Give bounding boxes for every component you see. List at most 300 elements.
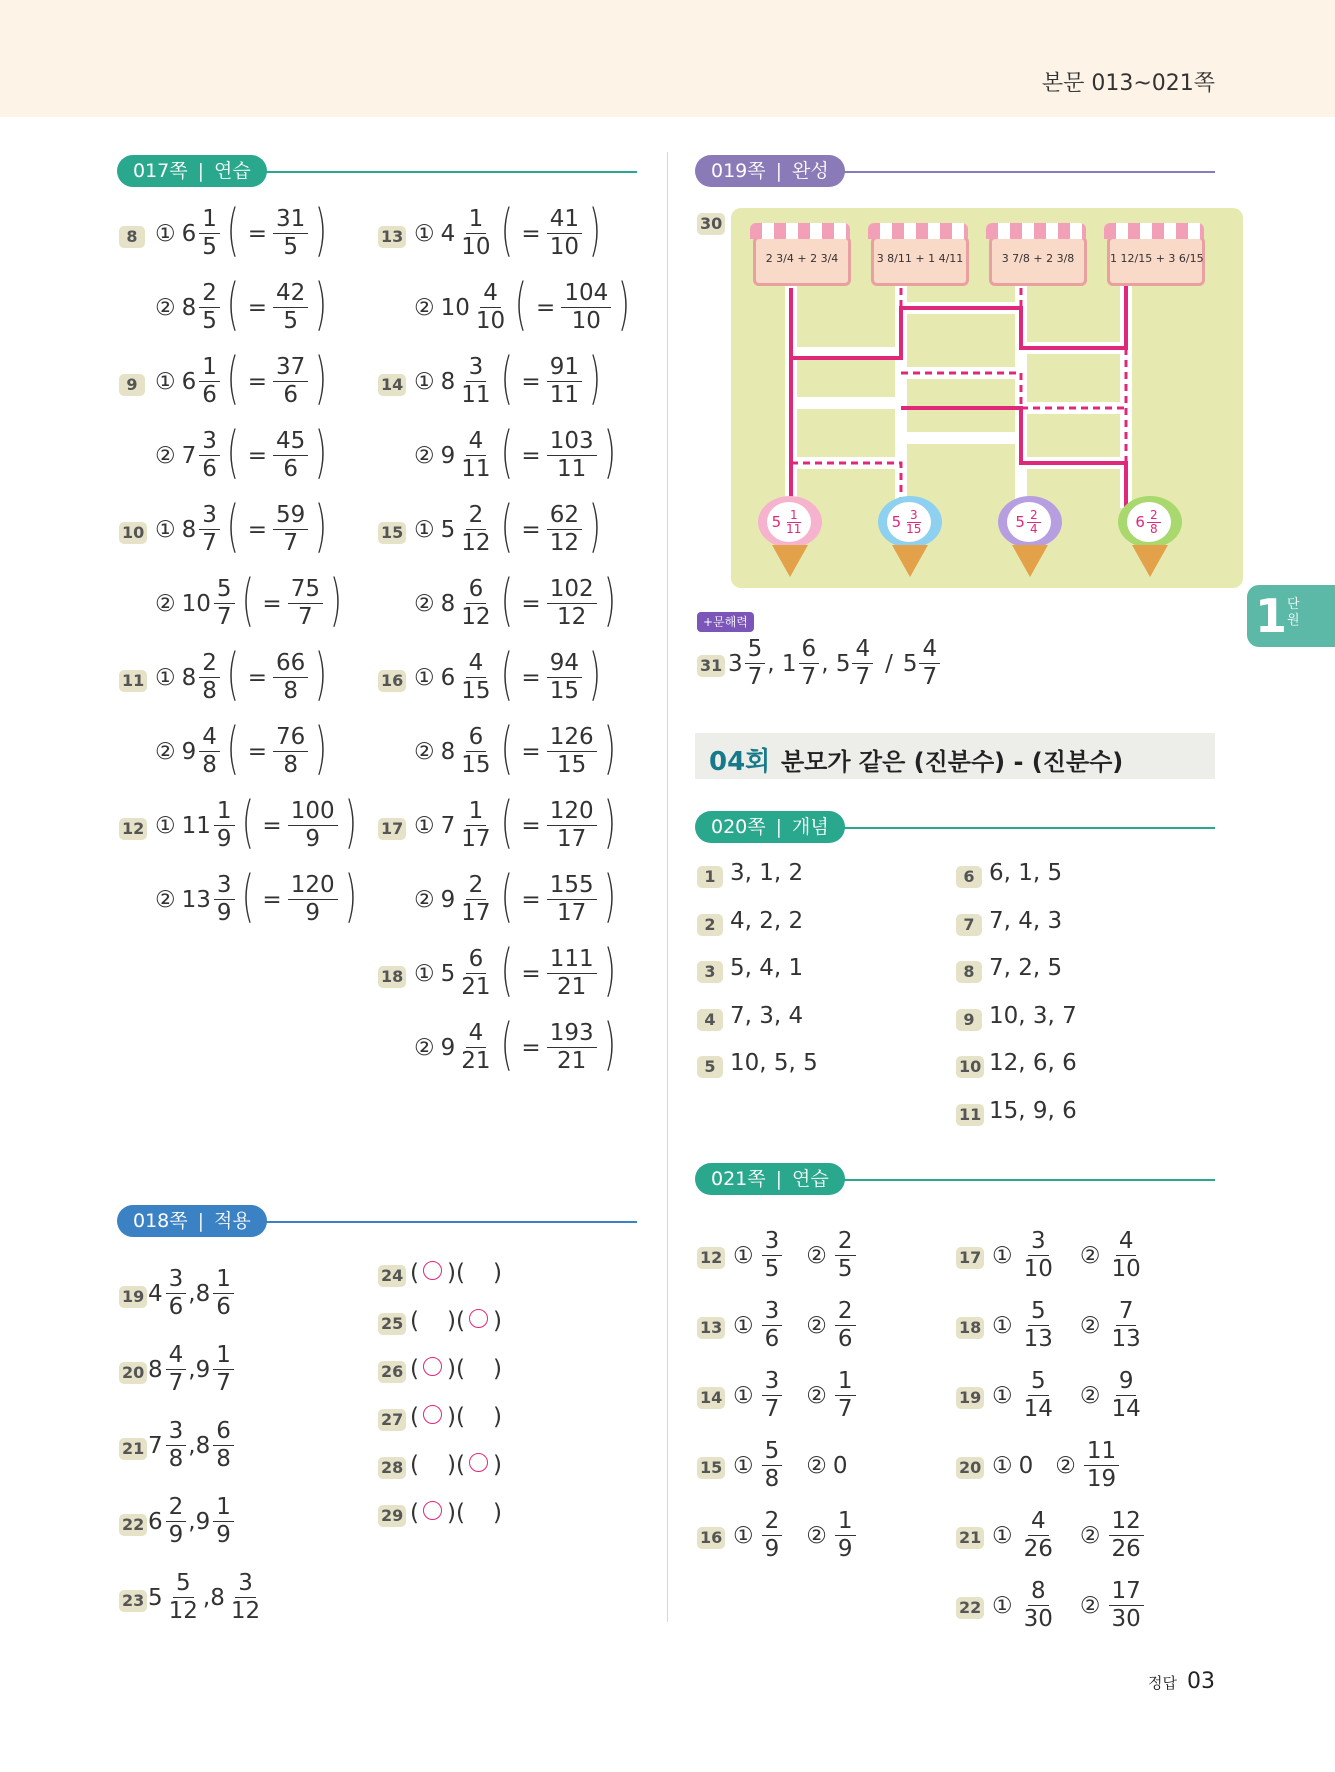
fraction: [547, 206, 582, 261]
denominator: 7: [298, 604, 313, 630]
whole-number: 9: [181, 738, 197, 765]
store-sign: [1107, 236, 1205, 286]
denominator: 9: [305, 900, 320, 926]
equals-sign: =: [521, 590, 541, 617]
fraction: [1147, 509, 1161, 536]
section-019: [695, 155, 1215, 189]
numerator: 5: [214, 576, 235, 604]
fraction: [1109, 1508, 1144, 1563]
whole-number: 11: [181, 812, 211, 839]
circled-two: ②: [1079, 1382, 1101, 1409]
answer-mixed-pair: [148, 1266, 236, 1321]
paren-left: (: [226, 271, 239, 337]
numerator: 1: [787, 509, 801, 523]
circled-two: ②: [414, 886, 435, 913]
equals-sign: =: [247, 442, 268, 469]
denominator: 21: [557, 974, 587, 1000]
store-roof: [986, 223, 1086, 239]
fraction: [273, 724, 308, 779]
denominator: 12: [461, 530, 491, 556]
fraction: [458, 872, 493, 927]
fraction: [1109, 1228, 1144, 1283]
section-rule: [815, 827, 1215, 829]
answer-pair: [727, 1298, 858, 1353]
question-number: 29: [378, 1505, 406, 1527]
comma: ,: [202, 1584, 211, 1611]
fraction: [458, 206, 493, 261]
denominator: 21: [461, 974, 491, 1000]
circled-two: ②: [806, 1452, 827, 1479]
numerator: 3: [762, 1228, 783, 1256]
numerator: 76: [273, 724, 308, 752]
paren-left: (: [226, 641, 239, 707]
fraction: [835, 1298, 856, 1353]
numerator: 4: [1116, 1228, 1137, 1256]
paren-close: ): [492, 1356, 502, 1382]
numerator: 102: [547, 576, 597, 604]
column-divider: [667, 152, 668, 1622]
denominator: 5: [202, 308, 217, 334]
question-number: 1: [697, 866, 723, 888]
paren-close: ): [492, 1452, 502, 1478]
paren-open: (: [455, 1260, 465, 1286]
denominator: 9: [216, 900, 232, 926]
numerator: 1: [213, 1266, 234, 1294]
fraction: [199, 428, 220, 483]
equals-sign: =: [262, 886, 282, 913]
question-number: 20: [956, 1457, 984, 1479]
answer-slot: [465, 1308, 493, 1334]
denominator: 15: [906, 521, 922, 536]
numerator: 103: [547, 428, 597, 456]
denominator: 7: [202, 530, 217, 556]
store-roof: [750, 223, 850, 239]
numerator: 9: [1116, 1368, 1137, 1396]
denominator: 8: [202, 678, 217, 704]
denominator: 6: [202, 456, 217, 482]
denominator: 5: [283, 234, 298, 260]
question-number: 6: [956, 866, 982, 888]
whole-number: 4: [440, 220, 456, 247]
fraction: [547, 946, 597, 1001]
question-number: 13: [697, 1317, 725, 1339]
circled-one: ①: [414, 516, 435, 543]
whole-number: 5: [148, 1584, 163, 1611]
numerator: 2: [199, 280, 220, 308]
comparison-answer: [410, 1500, 502, 1526]
equals-sign: =: [247, 294, 268, 321]
answer-slot: [419, 1356, 447, 1382]
whole-number: 6: [440, 664, 456, 691]
answer-pair: [986, 1438, 1121, 1493]
fraction: [199, 724, 220, 779]
denominator: 12: [230, 1598, 261, 1624]
whole-number: 6: [181, 220, 197, 247]
paren-right: ): [315, 715, 328, 781]
paren-close: ): [492, 1500, 502, 1526]
circled-two: ②: [155, 590, 176, 617]
denominator: 12: [549, 530, 579, 556]
comparison-answer: [410, 1404, 502, 1430]
denominator: 11: [557, 456, 587, 482]
paren-left: (: [500, 567, 513, 633]
answer-pair: [727, 1228, 858, 1283]
whole-number: 6: [148, 1508, 163, 1535]
equals-sign: =: [247, 516, 268, 543]
fraction: [547, 428, 597, 483]
denominator: 30: [1023, 1606, 1053, 1632]
circled-one: ①: [733, 1312, 754, 1339]
numerator: 41: [547, 206, 582, 234]
fraction: [214, 798, 235, 853]
answer-part-2: [149, 567, 347, 633]
numerator: 2: [166, 1494, 187, 1522]
fraction: [458, 798, 493, 853]
paren-left: (: [226, 419, 239, 485]
numerator: 2: [1027, 509, 1041, 523]
page-range-title: 본문 013~021쪽: [1041, 71, 1215, 96]
denominator: 7: [837, 1396, 853, 1422]
equals-sign: =: [247, 368, 268, 395]
whole-number: 8: [210, 1584, 225, 1611]
question-number: 15: [378, 522, 406, 544]
fraction: [1021, 1578, 1056, 1633]
fraction: [1021, 1368, 1056, 1423]
denominator: 10: [571, 308, 601, 334]
numerator: 3: [166, 1418, 187, 1446]
fraction: [1109, 1368, 1144, 1423]
answer-part-2: [408, 419, 620, 485]
whole-number: 6: [1135, 513, 1145, 531]
question-number: 19: [956, 1387, 984, 1409]
question-number: 14: [378, 374, 406, 396]
denominator: 13: [1111, 1326, 1141, 1352]
section-pill: 020쪽 | 개념: [695, 811, 845, 843]
numerator: 6: [466, 576, 487, 604]
answer-pair: [727, 1508, 858, 1563]
denominator: 10: [1023, 1256, 1053, 1282]
answer-part-2: [408, 271, 635, 337]
question-number: 9: [956, 1009, 982, 1031]
paren-open: (: [455, 1308, 465, 1334]
fraction: [166, 1570, 201, 1625]
paren-right: ): [603, 715, 616, 781]
fraction: [547, 576, 597, 631]
denominator: 8: [764, 1466, 780, 1492]
denominator: 21: [557, 1048, 587, 1074]
numerator: 2: [835, 1298, 856, 1326]
question-number: 15: [697, 1457, 725, 1479]
fraction: [458, 946, 493, 1001]
paren-open: (: [410, 1500, 419, 1526]
answer-text: 7, 3, 4: [730, 1002, 804, 1029]
whole-number: 9: [195, 1356, 211, 1383]
selected-circle-mark: [469, 1453, 488, 1472]
question-number: 22: [956, 1597, 984, 1619]
store-expression: 3 7/8 + 2 3/8: [1001, 252, 1075, 265]
equals-sign: =: [521, 368, 541, 395]
numerator: 2: [762, 1508, 783, 1536]
answer-part-1: [149, 345, 332, 411]
fraction: [458, 1020, 493, 1075]
denominator: 6: [216, 1294, 231, 1320]
circled-two: ②: [414, 442, 435, 469]
numerator: 31: [273, 206, 308, 234]
ice-cream-scoop: [878, 496, 942, 548]
section-rule: [815, 171, 1215, 173]
fraction: [199, 354, 220, 409]
denominator: 6: [283, 456, 298, 482]
numerator: 104: [561, 280, 611, 308]
equals-sign: =: [521, 516, 541, 543]
answer-slot: [465, 1452, 493, 1478]
fraction: [547, 354, 582, 409]
equals-sign: =: [521, 812, 541, 839]
comma: ,: [188, 1356, 196, 1383]
numerator: 155: [547, 872, 597, 900]
fraction: [547, 872, 597, 927]
paren-left: (: [226, 345, 239, 411]
numerator: 111: [547, 946, 597, 974]
question-number: 8: [119, 226, 145, 248]
fraction: [213, 1342, 234, 1397]
fraction: [473, 280, 508, 335]
fraction: [458, 354, 493, 409]
paren-right: ): [315, 271, 328, 337]
fraction: [762, 1298, 783, 1353]
question-number: 14: [697, 1387, 725, 1409]
fraction: [273, 428, 308, 483]
denominator: 9: [305, 826, 320, 852]
denominator: 11: [786, 521, 802, 536]
circled-one: ①: [992, 1522, 1013, 1549]
whole-number: 5: [771, 513, 782, 531]
answer-part-2: [149, 271, 332, 337]
answer-part-1: [149, 789, 361, 855]
denominator: 12: [557, 604, 587, 630]
answer-part-2: [149, 715, 332, 781]
whole-number: 7: [440, 812, 456, 839]
denominator: 7: [216, 604, 232, 630]
paren-open: (: [410, 1356, 419, 1382]
denominator: 4: [1029, 521, 1038, 536]
fraction: [288, 576, 323, 631]
store-roof: [1104, 223, 1204, 239]
paren-right: ): [315, 641, 328, 707]
denominator: 17: [557, 826, 587, 852]
circled-two: ②: [155, 886, 176, 913]
numerator: 4: [466, 428, 487, 456]
page-footer: [1148, 1669, 1215, 1694]
unit-side-tab[interactable]: [1247, 585, 1335, 647]
fraction: [199, 650, 220, 705]
numerator: 66: [273, 650, 308, 678]
question-number: 12: [697, 1247, 725, 1269]
paren-close: ): [446, 1260, 456, 1286]
question-number: 17: [378, 818, 406, 840]
paren-close: ): [446, 1404, 456, 1430]
fraction: [288, 798, 338, 853]
equals-sign: =: [536, 294, 556, 321]
question-number: 26: [378, 1361, 406, 1383]
whole-number: 10: [181, 590, 211, 617]
circled-one: ①: [414, 664, 435, 691]
equals-sign: =: [521, 886, 541, 913]
circled-one: ①: [733, 1522, 754, 1549]
page-header-band: [0, 0, 1335, 117]
numerator: 62: [547, 502, 582, 530]
question-number: 25: [378, 1313, 406, 1335]
denominator: 6: [202, 382, 217, 408]
paren-right: ): [344, 789, 357, 855]
paren-right: ): [344, 863, 357, 929]
paren-open: (: [410, 1260, 419, 1286]
equals-sign: =: [262, 590, 282, 617]
fraction: [213, 1418, 234, 1473]
paren-right: ): [618, 271, 631, 337]
fraction: [273, 206, 308, 261]
paren-right: ): [588, 641, 601, 707]
numerator: 3: [235, 1570, 256, 1598]
numerator: 59: [273, 502, 308, 530]
answer-part-2: [408, 863, 620, 929]
answer-text: 4, 2, 2: [730, 907, 804, 934]
numerator: 6: [213, 1418, 234, 1446]
cone: [1012, 545, 1048, 577]
question-number: 20: [119, 1362, 147, 1384]
paren-left: (: [500, 345, 513, 411]
numerator: 1: [213, 1494, 234, 1522]
paren-right: ): [603, 937, 616, 1003]
circled-one: ①: [414, 368, 435, 395]
whole-number: 8: [195, 1432, 211, 1459]
denominator: 11: [461, 456, 491, 482]
question-number: 4: [697, 1009, 723, 1031]
comma: ,: [188, 1432, 196, 1459]
whole-number: 7: [181, 442, 197, 469]
answer-slot: [419, 1500, 447, 1526]
fraction: [458, 724, 493, 779]
question-number: 12: [119, 818, 147, 840]
denominator: 9: [216, 826, 232, 852]
fraction: [458, 502, 493, 557]
circled-two: ②: [1079, 1242, 1101, 1269]
numerator: 1: [199, 206, 220, 234]
equals-sign: =: [247, 664, 268, 691]
paren-right: ): [315, 419, 328, 485]
answer-value: 0: [1018, 1452, 1034, 1479]
circled-one: ①: [992, 1382, 1013, 1409]
denominator: 10: [1111, 1256, 1141, 1282]
fraction: [835, 1228, 856, 1283]
circled-one: ①: [155, 812, 176, 839]
answer-pair: [986, 1228, 1146, 1283]
section-021: [695, 1163, 1215, 1197]
fraction: [762, 1228, 783, 1283]
section-rule: [815, 1179, 1215, 1181]
circled-two: ②: [155, 294, 176, 321]
numerator: 1: [466, 798, 487, 826]
whole-number: 9: [440, 442, 456, 469]
numerator: 4: [466, 1020, 487, 1048]
whole-number: 8: [181, 516, 197, 543]
paren-close: ): [492, 1308, 502, 1334]
paren-right: ): [603, 1011, 616, 1077]
fraction: [213, 1266, 234, 1321]
denominator: 7: [168, 1370, 184, 1396]
paren-close: ): [446, 1452, 456, 1478]
circled-one: ①: [992, 1312, 1013, 1339]
circled-two: ②: [806, 1382, 827, 1409]
numerator: 3: [762, 1298, 783, 1326]
denominator: 8: [1149, 521, 1158, 536]
denominator: 14: [1023, 1396, 1053, 1422]
paren-left: (: [500, 641, 513, 707]
lesson-title: 분모가 같은 (진분수) - (진분수): [781, 748, 1124, 776]
answer-part-1: [149, 641, 332, 707]
question-number: 18: [378, 966, 406, 988]
numerator: 1: [835, 1368, 856, 1396]
answer-pair: [986, 1508, 1146, 1563]
question-number: 11: [956, 1104, 984, 1126]
answer-part-2: [408, 715, 620, 781]
whole-number: 13: [181, 886, 211, 913]
paren-right: ): [329, 567, 342, 633]
whole-number: 8: [181, 664, 197, 691]
answer-part-2: [149, 419, 332, 485]
whole-number: 4: [148, 1280, 163, 1307]
paren-left: (: [241, 567, 254, 633]
denominator: 5: [764, 1256, 780, 1282]
fraction: [547, 798, 597, 853]
question-number: 24: [378, 1265, 406, 1287]
answer-pair: [727, 1368, 858, 1423]
paren-open: (: [455, 1500, 465, 1526]
fraction: [458, 650, 493, 705]
selected-circle-mark: [423, 1261, 442, 1280]
numerator: 3: [199, 428, 220, 456]
circled-one: ①: [992, 1452, 1013, 1479]
numerator: 1: [213, 1342, 234, 1370]
denominator: 9: [764, 1536, 780, 1562]
fraction: [1021, 1508, 1056, 1563]
fraction: [228, 1570, 263, 1625]
answer-text: 6, 1, 5: [989, 860, 1063, 886]
numerator: 5: [173, 1570, 194, 1598]
question-number: 13: [378, 226, 406, 248]
store-sign: [871, 236, 969, 286]
paren-close: ): [446, 1500, 456, 1526]
fraction: [166, 1494, 187, 1549]
fraction: [783, 509, 804, 536]
fraction: [547, 650, 582, 705]
whole-number: 8: [440, 738, 456, 765]
unit-number: 1: [1255, 589, 1288, 643]
circled-one: ①: [733, 1242, 754, 1269]
scoop-label: [887, 502, 931, 542]
numerator: 6: [466, 724, 487, 752]
whole-number: 8: [195, 1280, 211, 1307]
question-number: 7: [956, 914, 982, 936]
circled-two: ②: [414, 738, 435, 765]
fraction: [273, 502, 308, 557]
scoop-label: [1007, 502, 1051, 542]
numerator: 193: [547, 1020, 597, 1048]
circled-one: ①: [414, 220, 435, 247]
whole-number: 7: [148, 1432, 163, 1459]
paren-left: (: [500, 197, 513, 263]
answer-part-1: [408, 345, 606, 411]
